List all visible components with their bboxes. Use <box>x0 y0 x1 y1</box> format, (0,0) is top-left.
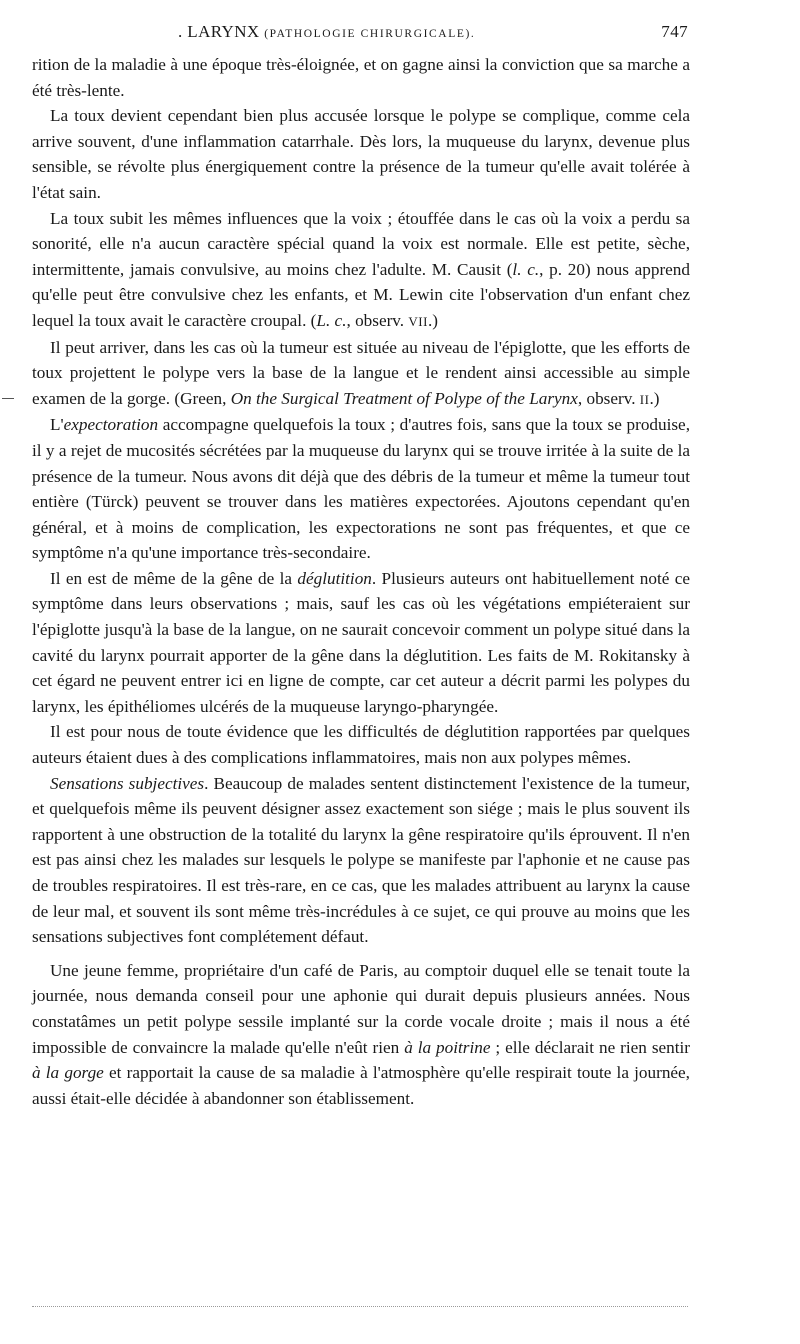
italic-term: déglutition <box>297 568 372 588</box>
paragraph-7 <box>32 719 690 770</box>
text-run: Il est pour nous de toute évidence que les difficultés de déglutition rapportées par quelques auteurs étaient dues à des complications inflammatoires, mais non aux polypes mêmes. <box>32 722 690 768</box>
roman-numeral: VII <box>408 313 428 329</box>
text-run: , observ. <box>346 310 409 330</box>
running-title-sub: (PATHOLOGIE CHIRURGICALE). <box>264 28 476 40</box>
text-run: La toux devient cependant bien plus accusée lorsque le polype se complique, comme cela arrive souvent, d'une inflammation catarrhale. Dès lors, la muqueuse du larynx, devenue plus sensible, se révolte plus énergiquement contre la présence de la tumeur qu'elle avait tolérée à l'état sain. <box>32 106 690 202</box>
text-run: accompagne quelquefois la toux ; d'autres fois, sans que la toux se produise, il y a rejet de mucosités sécrétées par la muqueuse du larynx qui se trouve irritée à la suite de la présence de la tumeur. Nous avons dit déjà que des débris de la tumeur et même la tumeur tout entière (Türck) peuvent se trouver dans les matières expectorées. Ajoutons cependant qu'en général, et à moins de complication, les expectorations ne sont pas fréquentes, et que ce symptôme n'a qu'une importance très-secondaire. <box>32 415 690 563</box>
text-run: . Beaucoup de malades sentent distinctement l'existence de la tumeur, et quelquefois même ils peuvent désigner assez exactement son siége ; mais le plus souvent ils rapportent à une obstruction de la totalité du larynx la gêne respiratoire qu'ils éprouvent. Il n'en est pas ainsi chez les malades sur lesquels le polype se manifeste par l'aphonie et ne cause pas de troubles respiratoires. Il est très-rare, en ce cas, que les malades attribuent au larynx la cause de leur mal, et souvent ils sont même très-incrédules à ce sujet, ce qui prouve au moins que les sensations subjectives font complétement défaut. <box>32 773 691 947</box>
text-run: rition de la maladie à une époque très-éloignée, et on gagne ainsi la conviction que sa marche a été très-lente. <box>32 55 690 100</box>
text-run: , observ. <box>577 388 640 408</box>
paragraph-2 <box>32 103 690 205</box>
text-run: .) <box>649 388 660 408</box>
text-run: Il en est de même de la gêne de la <box>50 568 298 588</box>
italic-phrase: à la poitrine <box>404 1037 491 1057</box>
paragraph-3 <box>32 206 690 335</box>
paragraph-4 <box>32 335 690 413</box>
italic-citation: l. c. <box>512 259 540 279</box>
roman-numeral: II <box>639 391 650 407</box>
text-run: Il peut arriver, dans les cas où la tumeur est située au niveau de l'épiglotte, que les efforts de toux projettent le polype vers la base de la langue et le rendent ainsi accessible au simple examen de la gorge. (Green, <box>32 337 690 408</box>
text-run: La toux subit les mêmes influences que la voix ; étouffée dans le cas où la voix a perdu sa sonorité, elle n'a aucun caractère spécial quand la voix est normale. Elle est petite, sèche, intermittente, jamais convulsive, au moins chez l'adulte. M. Causit ( <box>32 208 690 279</box>
text-run: ; elle déclarait ne rien sentir <box>490 1037 691 1057</box>
bottom-dotted-rule <box>32 1306 688 1307</box>
running-title <box>178 22 475 42</box>
book-page <box>32 22 690 1111</box>
italic-phrase: à la gorge <box>32 1063 104 1083</box>
margin-mark <box>2 398 14 399</box>
paragraph-8 <box>32 771 690 950</box>
paragraph-6 <box>32 566 690 720</box>
italic-title: On the Surgical Treatment of Polype of the Larynx <box>230 388 578 408</box>
text-run: et rapportait la cause de sa maladie à l'atmosphère qu'elle respirait toute la journée, aussi était-elle décidée à abandonner son établissement. <box>32 1063 690 1108</box>
body-text <box>32 52 690 1111</box>
text-run: . Plusieurs auteurs ont habituellement noté ce symptôme dans leurs observations ; mais, sauf les cas où les végétations empiéteraient sur l'épiglotte jusqu'à la base de la langue, on ne saurait concevoir comment un polype situé dans la cavité du larynx pourrait apporter de la gêne dans la déglutition. Les faits de M. Rokitansky à cet égard ne peuvent entrer ici en ligne de compte, car cet auteur a décrit parmi les polypes du larynx, les épithéliomes ulcérés de la muqueuse laryngo-pharyngée. <box>32 568 690 716</box>
paragraph-1 <box>32 52 690 103</box>
running-title-main: . LARYNX <box>178 22 260 41</box>
paragraph-5 <box>32 412 690 566</box>
italic-heading: Sensations subjectives <box>50 773 205 793</box>
text-run: , p. 20) nous apprend qu'elle peut être convulsive chez les enfants, et M. Lewin cite l'observation d'un enfant chez lequel la toux avait le caractère croupal. ( <box>32 259 690 330</box>
italic-citation: L. c. <box>316 310 347 330</box>
paragraph-9 <box>32 958 690 1112</box>
text-run: L' <box>50 415 64 435</box>
italic-term: expectoration <box>63 415 159 435</box>
text-run: Une jeune femme, propriétaire d'un café de Paris, au comptoir duquel elle se tenait toute la journée, nous demanda conseil pour une aphonie qui durait depuis plusieurs années. Nous constatâmes un petit polype sessile implanté sur la corde vocale droite ; mais il nous a été impossible de convaincre la malade qu'elle n'eût rien <box>32 960 690 1057</box>
running-head <box>32 22 690 52</box>
text-run: .) <box>427 310 438 330</box>
page-number: 747 <box>661 22 688 41</box>
